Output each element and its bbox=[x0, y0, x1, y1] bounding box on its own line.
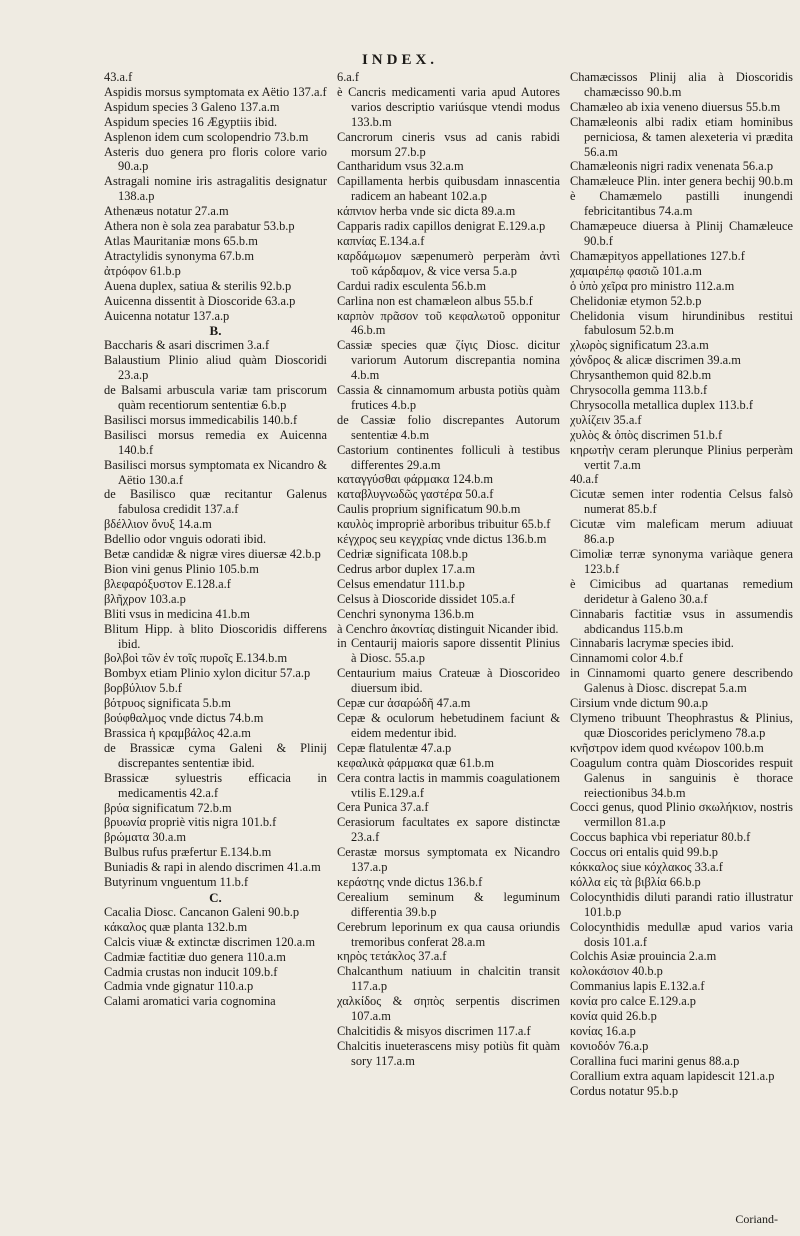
index-entry: χυλίζειν 35.a.f bbox=[570, 412, 642, 427]
index-entry: Chrysocolla gemma 113.b.f bbox=[570, 383, 708, 398]
index-entry: Cicutæ vim maleficam merum adiuuat 86.a.p bbox=[570, 517, 793, 547]
index-entry: Athera non è sola zea parabatur 53.b.p bbox=[104, 219, 295, 234]
index-entry: Baccharis & asari discrimen 3.a.f bbox=[104, 338, 270, 353]
index-entry: Cassia & cinnamomum arbusta potiùs quàm frutices 4.b.p bbox=[337, 383, 560, 412]
index-entry: Basilisci morsus symptomata ex Nicandro & Aëtio 130.a.f bbox=[104, 457, 327, 487]
index-entry: Cimoliæ terræ synonyma variàque genera 123.b.f bbox=[570, 547, 793, 576]
index-entry: Chamæleonis nigri radix venenata 56.a.p bbox=[570, 159, 774, 174]
index-entry: Aspidum species 3 Galeno 137.a.m bbox=[104, 99, 280, 114]
index-entry: χυλὸς & ὀπὸς discrimen 51.b.f bbox=[570, 427, 723, 442]
index-entry: Brassica ἡ κραμβάλος 42.a.m bbox=[104, 725, 251, 740]
index-entry: κάκαλος quæ planta 132.b.m bbox=[104, 919, 248, 934]
index-entry: Capillamenta herbis quibusdam innascentia radicem an habeant 102.a.p bbox=[337, 174, 560, 204]
index-entry: κολοκάσιον 40.b.p bbox=[570, 964, 663, 979]
index-entry: κέγχρος seu κεγχρίας vnde dictus 136.b.m bbox=[337, 532, 547, 547]
index-entry: Colchis Asiæ prouincia 2.a.m bbox=[570, 949, 717, 964]
index-entry: Butyrinum vnguentum 11.b.f bbox=[104, 875, 249, 890]
index-entry: Castorium continentes folliculi à testibus differentes 29.a.m bbox=[337, 442, 560, 472]
index-entry: καυλὸς impropriè arboribus tribuitur 65.b.f bbox=[337, 517, 551, 532]
index-entry: Chalcitis inueterascens misy potiùs fit quàm sory 117.a.m bbox=[337, 1038, 560, 1068]
index-entry: Cinnabaris lacrymæ species ibid. bbox=[570, 636, 734, 651]
index-entry: è Chamæmelo pastilli inungendi febricitantibus 74.a.m bbox=[570, 189, 793, 219]
index-entry: βλῆχρον 103.a.p bbox=[104, 591, 186, 606]
index-entry: καρδάμωμον sæpenumerò perperàm ἀντὶ τοῦ κάρδαμον, & vice versa 5.a.p bbox=[337, 248, 560, 278]
index-entry: Capparis radix capillos denigrat E.129.a.p bbox=[337, 219, 546, 234]
index-entry: χλωρὸς significatum 23.a.m bbox=[570, 338, 709, 353]
index-entry: Cinnabaris factitiæ vsus in assumendis abdicandus 115.b.m bbox=[570, 606, 793, 636]
index-entry: Brassicæ syluestris efficacia in medicamentis 42.a.f bbox=[104, 770, 327, 800]
index-entry: Auena duplex, satiua & sterilis 92.b.p bbox=[104, 278, 292, 293]
index-entry: Chamæleonis albi radix etiam hominibus perniciosa, & tamen alexeteria vi prædita 56.a.m bbox=[570, 114, 793, 159]
index-entry: Commanius lapis E.132.a.f bbox=[570, 979, 705, 994]
index-entry: Clymeno tribuunt Theophrastus & Plinius, quæ Dioscorides periclymeno 78.a.p bbox=[570, 710, 793, 740]
index-entry: κονιοδόν 76.a.p bbox=[570, 1038, 649, 1053]
index-entry: βούφθαλμος vnde dictus 74.b.m bbox=[104, 711, 264, 726]
index-entry: Chrysocolla metallica duplex 113.b.f bbox=[570, 397, 753, 412]
index-entry: Chamæleo ab ixia veneno diuersus 55.b.m bbox=[570, 99, 781, 114]
index-entry: Cepæ flatulentæ 47.a.p bbox=[337, 740, 452, 755]
index-entry: Auicenna dissentit à Dioscoride 63.a.p bbox=[104, 293, 296, 308]
index-entry: ἀτρόφον 61.b.p bbox=[104, 263, 181, 278]
index-entry: κηρὸς τετάκλος 37.a.f bbox=[337, 949, 447, 964]
index-entry: καταβλυγνωδῶς γαστέρα 50.a.f bbox=[337, 487, 494, 502]
index-entry: Chamæpeuce diuersa à Plinij Chamæleuce 90.b.f bbox=[570, 219, 793, 248]
index-entry: 43.a.f bbox=[104, 70, 133, 84]
index-entry: Bliti vsus in medicina 41.b.m bbox=[104, 606, 250, 621]
index-entry: Coccus baphica vbi reperiatur 80.b.f bbox=[570, 830, 751, 845]
index-entry: Cedrus arbor duplex 17.a.m bbox=[337, 561, 475, 576]
index-entry: Blitum Hipp. à blito Dioscoridis differens ibid. bbox=[104, 621, 327, 651]
index-entry: Cirsium vnde dictum 90.a.p bbox=[570, 696, 709, 711]
index-entry: Cocci genus, quod Plinio σκωλήκιον, nostris vermillon 81.a.p bbox=[570, 800, 793, 830]
index-entry: βλεφαρόξυστον E.128.a.f bbox=[104, 576, 231, 591]
index-entry: Atlas Mauritaniæ mons 65.b.m bbox=[104, 233, 258, 248]
index-entry: Aspidis morsus symptomata ex Aëtio 137.a.f bbox=[104, 84, 327, 99]
index-entry: Cancrorum cineris vsus ad canis rabidi morsum 27.b.p bbox=[337, 129, 560, 159]
index-entry: Bombyx etiam Plinio xylon dicitur 57.a.p bbox=[104, 666, 311, 681]
index-entry: κονία pro calce E.129.a.p bbox=[570, 994, 696, 1009]
index-entry: à Cenchro ἀκοντίας distinguit Nicander ibid. bbox=[337, 621, 559, 636]
index-entry: Cepæ cur ἀσαρώδῆ 47.a.m bbox=[337, 696, 471, 711]
index-entry: Cadmia vnde gignatur 110.a.p bbox=[104, 979, 254, 994]
index-entry: Astragali nomine iris astragalitis designatur 138.a.p bbox=[104, 174, 327, 204]
index-entry: βρύα significatum 72.b.m bbox=[104, 800, 232, 815]
index-entry: βότρυος significata 5.b.m bbox=[104, 696, 231, 711]
index-entry: Cenchri synonyma 136.b.m bbox=[337, 606, 474, 621]
index-entry: κόλλα εἰς τὰ βιβλία 66.b.p bbox=[570, 874, 701, 889]
index-entry: Cera contra lactis in mammis coagulationem vtilis E.129.a.f bbox=[337, 770, 560, 800]
index-entry: Chelidonia visum hirundinibus restitui fabulosum 52.b.m bbox=[570, 308, 793, 338]
index-entry: Cinnamomi color 4.b.f bbox=[570, 651, 683, 666]
index-entry: Buniadis & rapi in alendo discrimen 41.a.m bbox=[104, 860, 321, 875]
index-entry: Chamæcissos Plinij alia à Dioscoridis chamæcisso 90.b.m bbox=[570, 70, 793, 99]
index-entry: de Brassicæ cyma Galeni & Plinij discrepantes sententiæ ibid. bbox=[104, 740, 327, 770]
index-entry: Cacalia Diosc. Cancanon Galeni 90.b.p bbox=[104, 904, 300, 919]
index-entry: Aspidum species 16 Ægyptiis ibid. bbox=[104, 114, 278, 129]
page-header: INDEX. bbox=[361, 52, 439, 68]
index-entry: Cicutæ semen inter rodentia Celsus falsò numerat 85.b.f bbox=[570, 487, 793, 517]
index-entry: βδέλλιον ὄνυξ 14.a.m bbox=[104, 517, 212, 532]
index-entry: Chalcanthum natiuum in chalcitin transit 117.a.p bbox=[337, 964, 560, 994]
index-entry: Cepæ & oculorum hebetudinem faciunt & eidem medentur ibid. bbox=[337, 710, 560, 740]
index-entry: βρώματα 30.a.m bbox=[104, 830, 187, 845]
index-entry: Cerebrum leporinum ex qua causa oriundis tremoribus conferat 28.a.m bbox=[337, 919, 560, 949]
index-entry: κνῆστρον idem quod κνέωρον 100.b.m bbox=[570, 740, 764, 755]
index-entry: κονίας 16.a.p bbox=[570, 1024, 636, 1038]
index-entry: Coccus ori entalis quid 99.b.p bbox=[570, 845, 718, 860]
index-entry: 40.a.f bbox=[570, 472, 599, 487]
index-entry: Colocynthidis diluti parandi ratio illustratur 101.b.p bbox=[570, 889, 793, 919]
index-entry: Balaustium Plinio aliud quàm Dioscoridi 23.a.p bbox=[104, 353, 327, 383]
index-entry: Carlina non est chamæleon albus 55.b.f bbox=[337, 293, 533, 308]
index-entry: κεράστης vnde dictus 136.b.f bbox=[337, 874, 483, 889]
index-column-2 bbox=[337, 70, 560, 1220]
index-entry: è Cimicibus ad quartanas remedium deridetur à Galeno 30.a.f bbox=[570, 576, 793, 606]
index-entry: Calami aromatici varia cognomina bbox=[104, 994, 276, 1009]
index-column-1 bbox=[104, 70, 327, 1220]
index-entry: χαμαιρέπῳ φασιῶ 101.a.m bbox=[570, 263, 702, 278]
index-entry: κεφαλικὰ φάρμακα quæ 61.b.m bbox=[337, 755, 494, 770]
index-entry: Cadmia crustas non inducit 109.b.f bbox=[104, 964, 278, 979]
index-entry: Basilisci morsus remedia ex Auicenna 140.b.f bbox=[104, 427, 327, 457]
index-entry: de Basilisco quæ recitantur Galenus fabulosa credidit 137.a.f bbox=[104, 487, 327, 517]
index-columns bbox=[104, 70, 794, 1220]
index-entry: Chamæleuce Plin. inter genera bechij 90.b.m bbox=[570, 174, 793, 189]
index-entry: Celsus à Dioscoride dissidet 105.a.f bbox=[337, 591, 515, 606]
index-entry: καταγγύσθαι φάρμακα 124.b.m bbox=[337, 472, 494, 487]
index-entry: χόνδρος & alicæ discrimen 39.a.m bbox=[570, 353, 741, 368]
index-entry: Cedriæ significata 108.b.p bbox=[337, 547, 468, 561]
index-entry: Chalcitidis & misyos discrimen 117.a.f bbox=[337, 1024, 531, 1038]
index-entry: βολβοὶ τῶν ἐν τοῖς πυροῖς E.134.b.m bbox=[104, 651, 288, 666]
index-entry: Colocynthidis medullæ apud varios varia dosis 101.a.f bbox=[570, 919, 793, 949]
index-entry: κάπνιον herba vnde sic dicta 89.a.m bbox=[337, 204, 516, 219]
index-entry: Basilisci morsus immedicabilis 140.b.f bbox=[104, 412, 298, 427]
index-entry: in Centaurij maioris sapore dissentit Plinius à Diosc. 55.a.p bbox=[337, 636, 560, 666]
index-entry: de Balsami arbuscula variæ tam priscorum quàm recentiorum sententiæ 6.b.p bbox=[104, 383, 327, 413]
index-entry: Corallina fuci marini genus 88.a.p bbox=[570, 1053, 740, 1068]
index-entry: Cardui radix esculenta 56.b.m bbox=[337, 278, 486, 293]
index-entry: Asteris duo genera pro floris colore vario 90.a.p bbox=[104, 144, 327, 174]
index-entry: Caulis proprium significatum 90.b.m bbox=[337, 502, 521, 517]
index-entry: 6.a.f bbox=[337, 70, 360, 84]
index-entry: Calcis viuæ & extinctæ discrimen 120.a.m bbox=[104, 934, 315, 949]
index-entry: Cerasiorum facultates ex sapore distinctæ 23.a.f bbox=[337, 815, 560, 845]
index-entry: in Cinnamomi quarto genere describendo Galenus à Diosc. discrepat 5.a.m bbox=[570, 666, 793, 696]
section-letter: C. bbox=[209, 889, 222, 905]
section-letter: B. bbox=[209, 323, 222, 339]
index-entry: Cordus notatur 95.b.p bbox=[570, 1083, 679, 1098]
index-entry: ὁ ὑπὸ χεῖρα pro ministro 112.a.m bbox=[570, 278, 735, 293]
index-entry: καρπὸν πρᾶσον τοῦ κεφαλωτοῦ opponitur 46.b.m bbox=[337, 308, 560, 338]
index-entry: Athenæus notatur 27.a.m bbox=[104, 204, 229, 219]
index-entry: κονία quid 26.b.p bbox=[570, 1009, 657, 1024]
index-entry: è Cancris medicamenti varia apud Autores varios descriptio variúsque vtendi modus 133.b.m bbox=[337, 84, 560, 129]
index-entry: Chrysanthemon quid 82.b.m bbox=[570, 368, 712, 383]
index-entry: Cera Punica 37.a.f bbox=[337, 800, 429, 815]
catchword: Coriand- bbox=[735, 1212, 778, 1226]
index-entry: Auicenna notatur 137.a.p bbox=[104, 308, 230, 323]
index-column-3 bbox=[570, 70, 793, 1220]
index-entry: Chelidoniæ etymon 52.b.p bbox=[570, 293, 702, 308]
index-entry: κόκκαλος siue κόχλακος 33.a.f bbox=[570, 860, 723, 875]
index-entry: κηρωτὴν ceram plerunque Plinius perperàm vertit 7.a.m bbox=[570, 442, 793, 472]
index-entry: Atractylidis synonyma 67.b.m bbox=[104, 248, 255, 263]
index-entry: de Cassiæ folio discrepantes Autorum sententiæ 4.b.m bbox=[337, 412, 560, 442]
index-entry: Cantharidum vsus 32.a.m bbox=[337, 159, 464, 174]
index-entry: Centaurium maius Crateuæ à Dioscorideo diuersum ibid. bbox=[337, 666, 560, 696]
index-entry: Asplenon idem cum scolopendrio 73.b.m bbox=[104, 129, 309, 144]
index-entry: Celsus emendatur 111.b.p bbox=[337, 576, 465, 591]
index-entry: βρυωνία propriè vitis nigra 101.b.f bbox=[104, 815, 277, 830]
index-entry: Chamæpityos appellationes 127.b.f bbox=[570, 248, 745, 263]
index-entry: Corallium extra aquam lapidescit 121.a.p bbox=[570, 1068, 775, 1083]
index-entry: Bulbus rufus præfertur E.134.b.m bbox=[104, 845, 272, 860]
index-entry: Coagulum contra quàm Dioscorides respuit Galenus in sanguinis è thorace reiectionibus 34.b.m bbox=[570, 755, 793, 800]
index-entry: Cassiæ species quæ ζίγις Diosc. dicitur variorum Autorum discrepantia nomina 4.b.m bbox=[337, 338, 560, 383]
index-entry: βορβύλιον 5.b.f bbox=[104, 681, 182, 696]
index-entry: Betæ candidæ & nigræ vires diuersæ 42.b.p bbox=[104, 547, 321, 562]
index-entry: Cadmiæ factitiæ duo genera 110.a.m bbox=[104, 949, 286, 964]
index-entry: Cerealium seminum & leguminum differentia 39.b.p bbox=[337, 889, 560, 919]
index-entry: Cerastæ morsus symptomata ex Nicandro 137.a.p bbox=[337, 845, 560, 875]
index-entry: Bion vini genus Plinio 105.b.m bbox=[104, 562, 259, 576]
index-entry: χαλκίδος & σηπὸς serpentis discrimen 107.a.m bbox=[337, 994, 560, 1024]
index-entry: καπνίας E.134.a.f bbox=[337, 233, 425, 248]
index-entry: Bdellio odor vnguis odorati ibid. bbox=[104, 532, 267, 547]
